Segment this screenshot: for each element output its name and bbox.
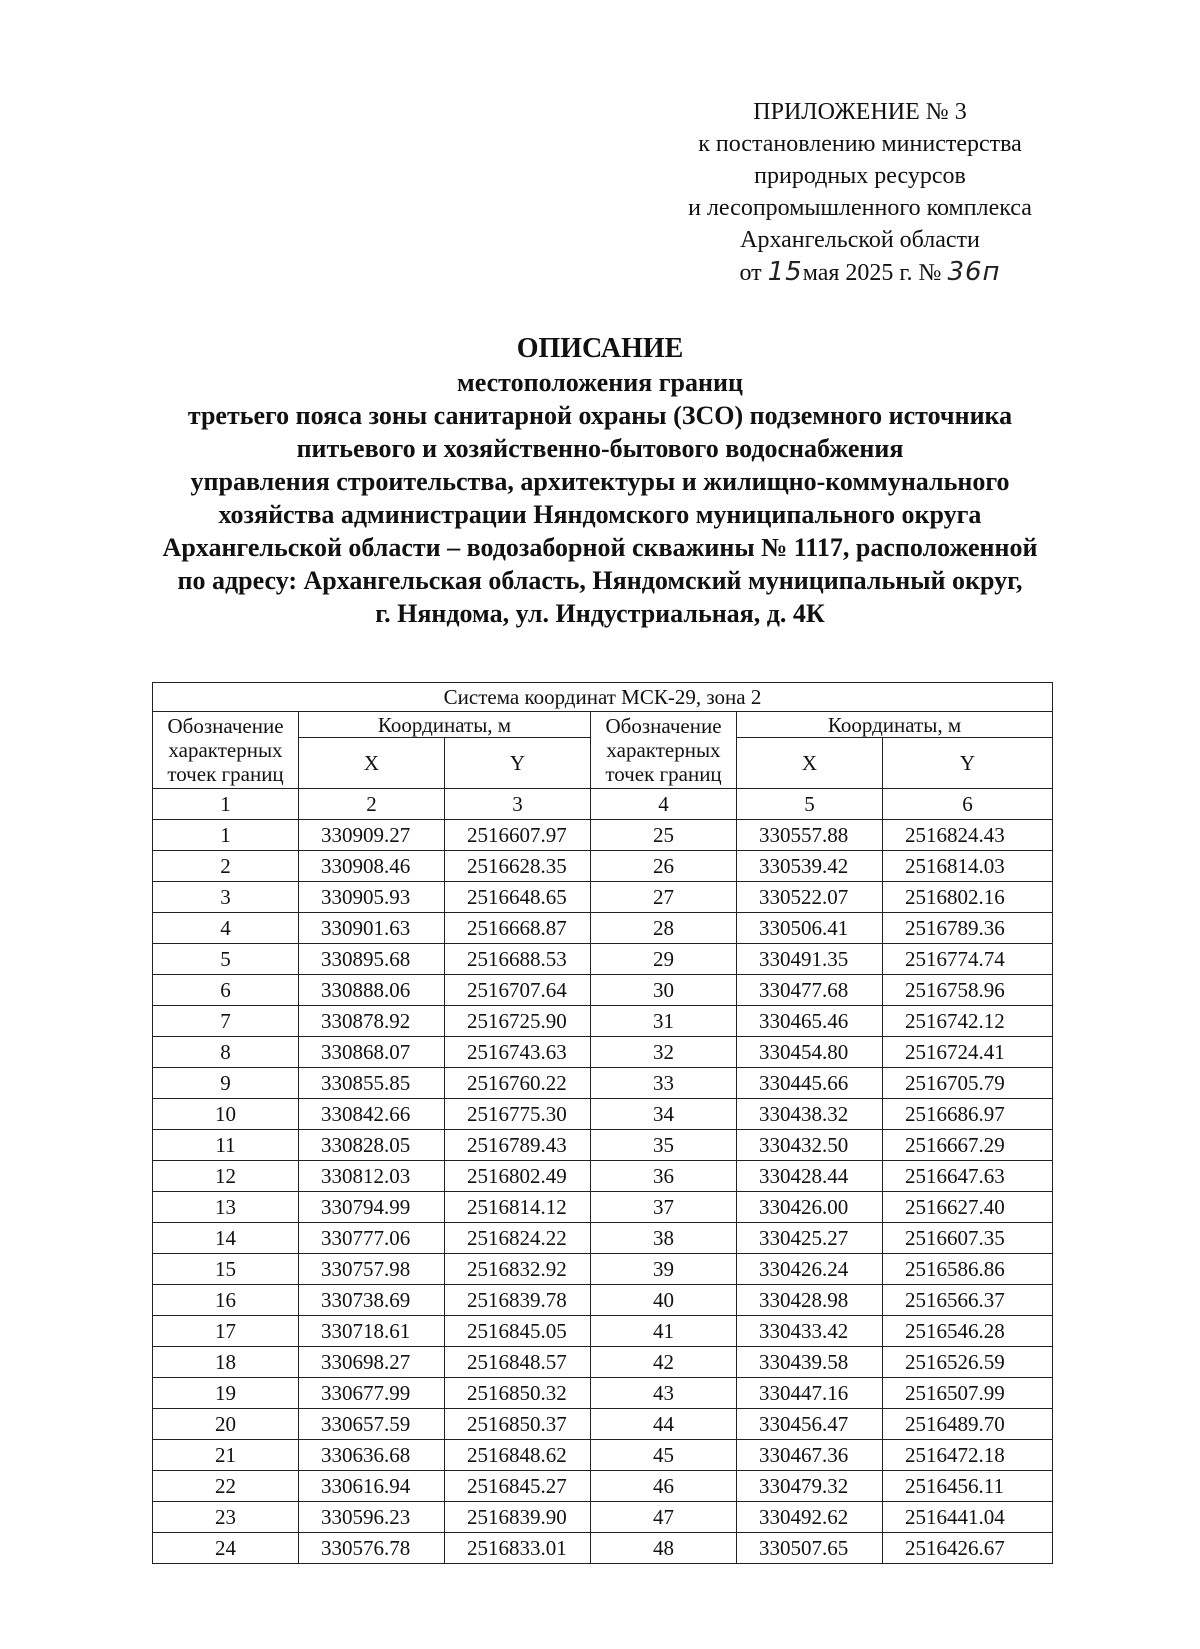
point-number-right: 38 — [591, 1223, 737, 1254]
x-value-right: 330447.16 — [737, 1378, 883, 1409]
x-value-right: 330432.50 — [737, 1130, 883, 1161]
x-value-left: 330868.07 — [299, 1037, 445, 1068]
point-number-left: 16 — [153, 1285, 299, 1316]
x-value-right: 330439.58 — [737, 1347, 883, 1378]
point-number-left: 13 — [153, 1192, 299, 1223]
y-value-left: 2516824.22 — [445, 1223, 591, 1254]
coordinates-table — [152, 682, 1053, 1564]
x-value-left: 330895.68 — [299, 944, 445, 975]
table-row — [153, 913, 1053, 944]
y-value-left: 2516789.43 — [445, 1130, 591, 1161]
annex-line-3: и лесопромышленного комплекса — [688, 195, 1032, 221]
x-value-right: 330445.66 — [737, 1068, 883, 1099]
point-number-right: 32 — [591, 1037, 737, 1068]
point-number-right: 29 — [591, 944, 737, 975]
y-value-right: 2516526.59 — [883, 1347, 1053, 1378]
table-row — [153, 882, 1053, 913]
x-value-right: 330491.35 — [737, 944, 883, 975]
point-label-header-right — [591, 712, 737, 789]
y-value-right: 2516758.96 — [883, 975, 1053, 1006]
title-line-1: местоположения границ — [457, 368, 743, 397]
table-row — [153, 1130, 1053, 1161]
column-number: 6 — [883, 789, 1053, 820]
y-value-left: 2516775.30 — [445, 1099, 591, 1130]
title-line-6: Архангельской области – водозаборной скважины № 1117, расположенной — [162, 533, 1038, 562]
x-value-right: 330456.47 — [737, 1409, 883, 1440]
y-value-right: 2516472.18 — [883, 1440, 1053, 1471]
point-number-left: 6 — [153, 975, 299, 1006]
column-number: 2 — [299, 789, 445, 820]
y-value-right: 2516507.99 — [883, 1378, 1053, 1409]
y-value-right: 2516774.74 — [883, 944, 1053, 975]
date-prefix: от — [739, 260, 762, 286]
x-value-left: 330677.99 — [299, 1378, 445, 1409]
y-value-right: 2516489.70 — [883, 1409, 1053, 1440]
table-row — [153, 1533, 1053, 1564]
point-label-header-left — [153, 712, 299, 789]
point-number-right: 39 — [591, 1254, 737, 1285]
point-label-word-1: Обозначение — [167, 714, 284, 738]
point-number-left: 5 — [153, 944, 299, 975]
point-number-right: 46 — [591, 1471, 737, 1502]
coordinate-system-header: Система координат МСК-29, зона 2 — [153, 683, 1053, 712]
y-value-right: 2516724.41 — [883, 1037, 1053, 1068]
x-value-right: 330433.42 — [737, 1316, 883, 1347]
table-row — [153, 1223, 1053, 1254]
column-number: 3 — [445, 789, 591, 820]
column-number: 1 — [153, 789, 299, 820]
y-value-left: 2516848.57 — [445, 1347, 591, 1378]
table-row — [153, 820, 1053, 851]
annex-date-line — [640, 256, 1080, 289]
x-value-left: 330636.68 — [299, 1440, 445, 1471]
title-line-3: питьевого и хозяйственно-бытового водоснабжения — [296, 434, 904, 463]
title-line-2: третьего пояса зоны санитарной охраны (ЗСО) подземного источника — [187, 401, 1013, 430]
point-number-right: 45 — [591, 1440, 737, 1471]
point-number-right: 48 — [591, 1533, 737, 1564]
y-value-right: 2516456.11 — [883, 1471, 1053, 1502]
x-value-right: 330492.62 — [737, 1502, 883, 1533]
point-number-right: 25 — [591, 820, 737, 851]
x-value-left: 330698.27 — [299, 1347, 445, 1378]
annex-line-4: Архангельской области — [740, 227, 980, 253]
annex-title: ПРИЛОЖЕНИЕ № 3 — [753, 99, 967, 125]
table-row — [153, 944, 1053, 975]
y-value-right: 2516686.97 — [883, 1099, 1053, 1130]
point-number-left: 12 — [153, 1161, 299, 1192]
point-number-left: 4 — [153, 913, 299, 944]
y-value-right: 2516814.03 — [883, 851, 1053, 882]
y-value-left: 2516832.92 — [445, 1254, 591, 1285]
point-label-word-1: Обозначение — [605, 714, 722, 738]
point-number-left: 23 — [153, 1502, 299, 1533]
y-value-left: 2516607.97 — [445, 820, 591, 851]
point-number-left: 11 — [153, 1130, 299, 1161]
point-number-right: 41 — [591, 1316, 737, 1347]
x-value-right: 330425.27 — [737, 1223, 883, 1254]
y-value-right: 2516824.43 — [883, 820, 1053, 851]
point-number-right: 27 — [591, 882, 737, 913]
point-number-right: 31 — [591, 1006, 737, 1037]
coordinates-table-body — [153, 820, 1053, 1564]
x-header-right: X — [737, 738, 883, 789]
x-value-right: 330465.46 — [737, 1006, 883, 1037]
y-value-left: 2516707.64 — [445, 975, 591, 1006]
x-value-right: 330467.36 — [737, 1440, 883, 1471]
point-number-left: 3 — [153, 882, 299, 913]
x-value-left: 330842.66 — [299, 1099, 445, 1130]
x-value-left: 330908.46 — [299, 851, 445, 882]
table-row — [153, 851, 1053, 882]
column-number: 5 — [737, 789, 883, 820]
x-value-left: 330878.92 — [299, 1006, 445, 1037]
y-value-right: 2516802.16 — [883, 882, 1053, 913]
y-value-left: 2516688.53 — [445, 944, 591, 975]
table-row — [153, 1037, 1053, 1068]
x-value-right: 330539.42 — [737, 851, 883, 882]
point-number-left: 18 — [153, 1347, 299, 1378]
table-row — [153, 1068, 1053, 1099]
point-number-right: 33 — [591, 1068, 737, 1099]
x-value-left: 330576.78 — [299, 1533, 445, 1564]
y-header-left: Y — [445, 738, 591, 789]
x-value-right: 330454.80 — [737, 1037, 883, 1068]
handwritten-day: 15 — [767, 257, 803, 287]
y-value-left: 2516839.78 — [445, 1285, 591, 1316]
y-value-left: 2516848.62 — [445, 1440, 591, 1471]
point-number-left: 20 — [153, 1409, 299, 1440]
point-number-right: 36 — [591, 1161, 737, 1192]
table-row — [153, 1192, 1053, 1223]
point-number-left: 21 — [153, 1440, 299, 1471]
x-value-left: 330777.06 — [299, 1223, 445, 1254]
point-number-left: 7 — [153, 1006, 299, 1037]
x-value-left: 330812.03 — [299, 1161, 445, 1192]
x-value-left: 330855.85 — [299, 1068, 445, 1099]
y-value-right: 2516586.86 — [883, 1254, 1053, 1285]
point-number-left: 9 — [153, 1068, 299, 1099]
x-value-right: 330557.88 — [737, 820, 883, 851]
y-value-left: 2516668.87 — [445, 913, 591, 944]
title-line-5: хозяйства администрации Няндомского муниципального округа — [218, 500, 982, 529]
x-value-left: 330794.99 — [299, 1192, 445, 1223]
x-value-left: 330616.94 — [299, 1471, 445, 1502]
y-value-left: 2516833.01 — [445, 1533, 591, 1564]
point-number-right: 35 — [591, 1130, 737, 1161]
point-number-right: 42 — [591, 1347, 737, 1378]
point-number-left: 22 — [153, 1471, 299, 1502]
column-number: 4 — [591, 789, 737, 820]
x-value-left: 330828.05 — [299, 1130, 445, 1161]
table-row — [153, 1316, 1053, 1347]
y-value-right: 2516426.67 — [883, 1533, 1053, 1564]
x-value-left: 330596.23 — [299, 1502, 445, 1533]
y-value-right: 2516627.40 — [883, 1192, 1053, 1223]
point-number-right: 47 — [591, 1502, 737, 1533]
table-row — [153, 1161, 1053, 1192]
y-value-right: 2516647.63 — [883, 1161, 1053, 1192]
y-value-left: 2516743.63 — [445, 1037, 591, 1068]
x-value-right: 330428.98 — [737, 1285, 883, 1316]
y-value-left: 2516802.49 — [445, 1161, 591, 1192]
title-line-7: по адресу: Архангельская область, Няндомский муниципальный округ, — [177, 566, 1023, 595]
x-value-right: 330438.32 — [737, 1099, 883, 1130]
x-value-left: 330888.06 — [299, 975, 445, 1006]
y-value-right: 2516566.37 — [883, 1285, 1053, 1316]
title-main: ОПИСАНИЕ — [516, 333, 684, 364]
point-number-left: 1 — [153, 820, 299, 851]
y-value-right: 2516546.28 — [883, 1316, 1053, 1347]
x-value-right: 330477.68 — [737, 975, 883, 1006]
point-number-right: 30 — [591, 975, 737, 1006]
point-label-word-2: характерных — [606, 738, 721, 762]
point-label-word-3: точек границ — [605, 762, 722, 786]
y-value-left: 2516850.32 — [445, 1378, 591, 1409]
table-row — [153, 1254, 1053, 1285]
table-row — [153, 1378, 1053, 1409]
point-number-left: 17 — [153, 1316, 299, 1347]
point-number-right: 34 — [591, 1099, 737, 1130]
y-value-left: 2516648.65 — [445, 882, 591, 913]
handwritten-number: 36п — [947, 257, 1001, 287]
x-value-right: 330522.07 — [737, 882, 883, 913]
point-number-left: 24 — [153, 1533, 299, 1564]
title-line-8: г. Няндома, ул. Индустриальная, д. 4К — [375, 599, 825, 628]
document-title — [0, 332, 1200, 630]
x-value-left: 330757.98 — [299, 1254, 445, 1285]
y-value-right: 2516607.35 — [883, 1223, 1053, 1254]
point-label-word-2: характерных — [168, 738, 283, 762]
point-number-left: 19 — [153, 1378, 299, 1409]
table-row — [153, 1347, 1053, 1378]
x-value-right: 330428.44 — [737, 1161, 883, 1192]
table-row — [153, 1502, 1053, 1533]
table-row — [153, 1099, 1053, 1130]
y-value-right: 2516441.04 — [883, 1502, 1053, 1533]
point-number-left: 10 — [153, 1099, 299, 1130]
y-value-left: 2516760.22 — [445, 1068, 591, 1099]
y-value-left: 2516814.12 — [445, 1192, 591, 1223]
x-value-right: 330426.24 — [737, 1254, 883, 1285]
table-row — [153, 1006, 1053, 1037]
point-number-left: 14 — [153, 1223, 299, 1254]
x-value-left: 330905.93 — [299, 882, 445, 913]
coords-header-left: Координаты, м — [299, 712, 591, 738]
point-number-right: 44 — [591, 1409, 737, 1440]
annex-line-2: природных ресурсов — [754, 163, 966, 189]
annex-line-1: к постановлению министерства — [698, 131, 1022, 157]
x-value-left: 330901.63 — [299, 913, 445, 944]
x-value-right: 330506.41 — [737, 913, 883, 944]
title-line-4: управления строительства, архитектуры и жилищно-коммунального — [190, 467, 1010, 496]
x-value-right: 330426.00 — [737, 1192, 883, 1223]
y-value-right: 2516742.12 — [883, 1006, 1053, 1037]
column-number-row — [153, 789, 1053, 820]
x-value-right: 330507.65 — [737, 1533, 883, 1564]
x-value-left: 330718.61 — [299, 1316, 445, 1347]
table-row — [153, 1285, 1053, 1316]
annex-header — [640, 96, 1080, 289]
y-value-right: 2516789.36 — [883, 913, 1053, 944]
x-value-left: 330738.69 — [299, 1285, 445, 1316]
table-row — [153, 975, 1053, 1006]
point-number-right: 40 — [591, 1285, 737, 1316]
point-number-right: 26 — [591, 851, 737, 882]
point-number-left: 8 — [153, 1037, 299, 1068]
point-label-word-3: точек границ — [167, 762, 284, 786]
point-number-right: 37 — [591, 1192, 737, 1223]
x-header-left: X — [299, 738, 445, 789]
table-row — [153, 1409, 1053, 1440]
coords-header-right: Координаты, м — [737, 712, 1053, 738]
table-row — [153, 1471, 1053, 1502]
x-value-right: 330479.32 — [737, 1471, 883, 1502]
y-value-left: 2516628.35 — [445, 851, 591, 882]
y-header-right: Y — [883, 738, 1053, 789]
point-number-right: 28 — [591, 913, 737, 944]
point-number-right: 43 — [591, 1378, 737, 1409]
y-value-right: 2516667.29 — [883, 1130, 1053, 1161]
date-suffix: мая 2025 г. № — [802, 260, 942, 286]
y-value-right: 2516705.79 — [883, 1068, 1053, 1099]
table-row — [153, 1440, 1053, 1471]
point-number-left: 2 — [153, 851, 299, 882]
y-value-left: 2516725.90 — [445, 1006, 591, 1037]
y-value-left: 2516839.90 — [445, 1502, 591, 1533]
x-value-left: 330657.59 — [299, 1409, 445, 1440]
y-value-left: 2516850.37 — [445, 1409, 591, 1440]
y-value-left: 2516845.05 — [445, 1316, 591, 1347]
point-number-left: 15 — [153, 1254, 299, 1285]
x-value-left: 330909.27 — [299, 820, 445, 851]
y-value-left: 2516845.27 — [445, 1471, 591, 1502]
